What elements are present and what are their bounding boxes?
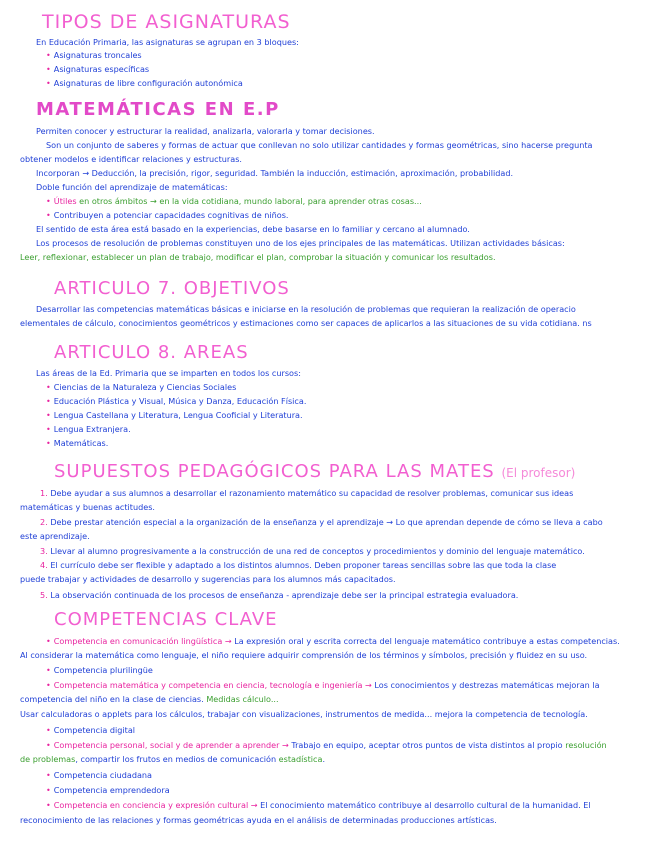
s2-line: El sentido de esta área está basado en la experiencias, debe basarse en lo familiar y cercano al alumnado.	[36, 224, 470, 234]
list-item: • Educación Plástica y Visual, Música y Danza, Educación Física.	[46, 396, 307, 406]
s2-line: Incorporan → Deducción, la precisión, rigor, seguridad. También la inducción, estimación, aproximación, probabilidad.	[36, 168, 514, 178]
bullet-icon: •	[46, 636, 51, 646]
numbered-item: 4. El currículo debe ser flexible y adaptado a los distintos alumnos. Deben proponer tareas sencillas sobre las que toda la clase	[40, 560, 557, 570]
heading-competencias-clave: COMPETENCIAS CLAVE	[54, 609, 278, 630]
heading-articulo-7: ARTICULO 7. OBJETIVOS	[54, 278, 290, 299]
competence-cont: de problemas, compartir los frutos en medios de comunicación estadística.	[20, 754, 326, 764]
numbered-item: 5. La observación continuada de los procesos de enseñanza - aprendizaje debe ser la principal estrategia evaluadora.	[40, 590, 519, 600]
s2-line: Son un conjunto de saberes y formas de actuar que conllevan no solo utilizar cantidades y formas geométricas, sino hacerse pregunta	[46, 140, 593, 150]
competence-item: • Competencia emprendedora	[46, 785, 170, 795]
competence-item: • Competencia en comunicación lingüística → La expresión oral y escrita correcta del lenguaje matemático contribuye a estas competencias.	[46, 636, 620, 646]
bullet-icon: •	[46, 64, 51, 74]
s2-line: obtener modelos e identificar relaciones y estructuras.	[20, 154, 242, 164]
bullet-icon: •	[46, 800, 51, 810]
bullet-icon: •	[46, 196, 51, 206]
heading-note: (El profesor)	[501, 466, 576, 480]
list-item: • Ciencias de la Naturaleza y Ciencias Sociales	[46, 382, 237, 392]
competence-cont: reconocimiento de las relaciones y formas geométricas ayuda en el análisis de determinadas producciones artísticas.	[20, 815, 497, 825]
competence-item: • Competencia ciudadana	[46, 770, 153, 780]
heading-supuestos-pedagogicos: SUPUESTOS PEDAGÓGICOS PARA LAS MATES (El profesor)	[54, 461, 576, 482]
s3-line: elementales de cálculo, conocimientos geométricos y estimaciones como ser capaces de aplicarlos a las situaciones de su vida cotidiana. ns	[20, 318, 592, 328]
competence-item: • Competencia digital	[46, 725, 136, 735]
competence-item: • Competencia plurilingüe	[46, 665, 153, 675]
bullet-icon: •	[46, 785, 51, 795]
bullet-icon: •	[46, 382, 51, 392]
bullet-icon: •	[46, 680, 51, 690]
heading-tipos-asignaturas: TIPOS DE ASIGNATURAS	[42, 11, 291, 33]
competence-cont: Usar calculadoras o applets para los cálculos, trabajar con visualizaciones, instrumentos de medida... mejora la competencia de tecnología.	[20, 709, 588, 719]
list-item: • Lengua Castellana y Literatura, Lengua Cooficial y Literatura.	[46, 410, 303, 420]
bullet-icon: •	[46, 740, 51, 750]
s2-line: Permiten conocer y estructurar la realidad, analizarla, valorarla y tomar decisiones.	[36, 126, 375, 136]
bullet-icon: •	[46, 438, 51, 448]
competence-item: • Competencia personal, social y de aprender a aprender → Trabajo en equipo, aceptar otros puntos de vista distintos al propio resolución	[46, 740, 607, 750]
list-item: • Contribuyen a potenciar capacidades cognitivas de niños.	[46, 210, 289, 220]
bullet-icon: •	[46, 665, 51, 675]
numbered-item-cont: matemáticas y buenas actitudes.	[20, 502, 155, 512]
s2-line-green: Leer, reflexionar, establecer un plan de trabajo, modificar el plan, comprobar la situación y comunicar los resultados.	[20, 252, 496, 262]
bullet-icon: •	[46, 424, 51, 434]
bullet-icon: •	[46, 50, 51, 60]
list-item: • Matemáticas.	[46, 438, 109, 448]
competence-cont: Al considerar la matemática como lenguaje, el niño requiere adquirir comprensión de los términos y símbolos, precisión y fluidez en su uso.	[20, 650, 588, 660]
heading-matematicas: MATEMÁTICAS EN E.P	[36, 99, 280, 120]
heading-articulo-8: ARTICULO 8. AREAS	[54, 342, 249, 363]
bullet-icon: •	[46, 410, 51, 420]
s4-intro: Las áreas de la Ed. Primaria que se imparten en todos los cursos:	[36, 368, 301, 378]
list-item: • Asignaturas troncales	[46, 50, 142, 60]
list-item: • Útiles en otros ámbitos → en la vida cotidiana, mundo laboral, para aprender otras cosas...	[46, 196, 422, 206]
numbered-item: 1. Debe ayudar a sus alumnos a desarrollar el razonamiento matemático su capacidad de resolver problemas, comunicar sus ideas	[40, 488, 574, 498]
bullet-icon: •	[46, 725, 51, 735]
bullet-icon: •	[46, 770, 51, 780]
numbered-item-cont: puede trabajar y actividades de desarrollo y sugerencias para los alumnos más capacitados.	[20, 574, 396, 584]
competence-item: • Competencia matemática y competencia en ciencia, tecnología e ingeniería → Los conocimientos y destrezas matemáticas mejoran la	[46, 680, 600, 690]
bullet-icon: •	[46, 78, 51, 88]
bullet-icon: •	[46, 396, 51, 406]
numbered-item: 3. Llevar al alumno progresivamente a la construcción de una red de conceptos y procedimientos y dominio del lenguaje matemático.	[40, 546, 585, 556]
numbered-item-cont: este aprendizaje.	[20, 531, 90, 541]
bullet-icon: •	[46, 210, 51, 220]
s1-intro: En Educación Primaria, las asignaturas se agrupan en 3 bloques:	[36, 37, 299, 47]
s3-line: Desarrollar las competencias matemáticas básicas e iniciarse en la resolución de problemas que requieran la realización de operacio	[36, 304, 576, 314]
s2-line: Doble función del aprendizaje de matemáticas:	[36, 182, 228, 192]
competence-item: • Competencia en conciencia y expresión cultural → El conocimiento matemático contribuye al desarrollo cultural de la humanidad. El	[46, 800, 591, 810]
numbered-item: 2. Debe prestar atención especial a la organización de la enseñanza y el aprendizaje → Lo que aprendan depende de cómo se lleva a cabo	[40, 517, 603, 527]
competence-cont: competencia del niño en la clase de ciencias. Medidas cálculo...	[20, 694, 279, 704]
list-item: • Asignaturas específicas	[46, 64, 150, 74]
list-item: • Lengua Extranjera.	[46, 424, 131, 434]
s2-line: Los procesos de resolución de problemas constituyen uno de los ejes principales de las matemáticas. Utilizan actividades básicas:	[36, 238, 565, 248]
list-item: • Asignaturas de libre configuración autonómica	[46, 78, 243, 88]
